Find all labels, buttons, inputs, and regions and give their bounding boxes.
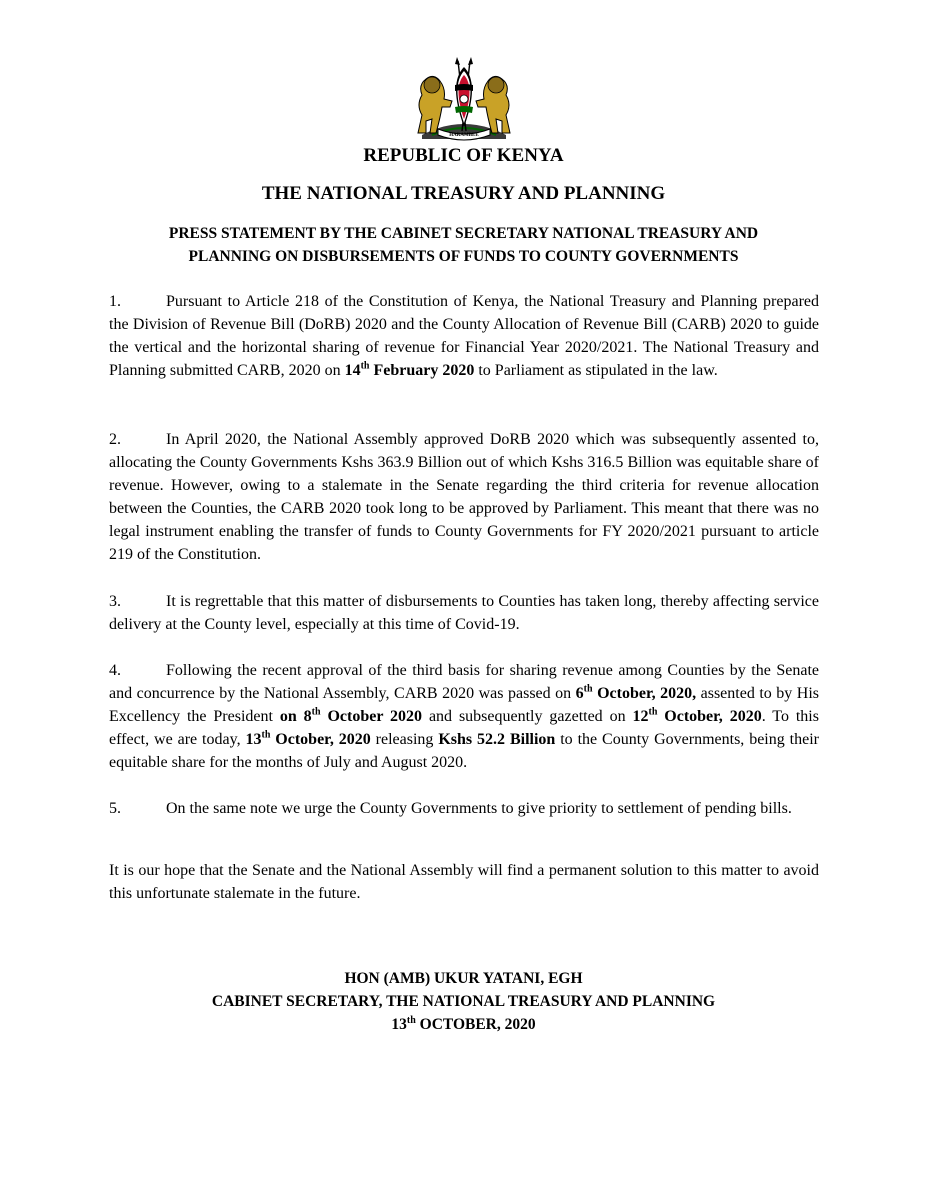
date-rest: October, 2020	[657, 708, 762, 725]
paragraph-text: to the County Governments, being their equitable share for the months of July and August 2020.	[109, 731, 819, 771]
paragraph-text: Following the recent approval of the third basis for sharing revenue among Counties by the Senate and concurrence by the National Assembly, CARB 2020 was passed on	[109, 662, 819, 702]
bold-date	[280, 708, 422, 725]
date-day: 13	[245, 731, 262, 748]
statement-title-line: PLANNING ON DISBURSEMENTS OF FUNDS TO COUNTY GOVERNMENTS	[188, 248, 739, 265]
paragraph-4	[109, 659, 819, 774]
date-day: 6	[575, 685, 584, 702]
closing-paragraph: It is our hope that the Senate and the National Assembly will find a permanent solution to this matter to avoid this unfortunate stalemate in the future.	[109, 862, 819, 902]
bold-date	[632, 708, 761, 725]
date-day: 13	[391, 1016, 407, 1033]
paragraph-text: On the same note we urge the County Governments to give priority to settlement of pending bills.	[166, 800, 792, 817]
date-day: 14	[344, 362, 361, 379]
paragraph-text: to Parliament as stipulated in the law.	[474, 362, 718, 379]
signature-date	[0, 1013, 927, 1036]
statement-title	[0, 222, 927, 268]
date-rest: October 2020	[320, 708, 423, 725]
paragraph-text: assented to by His Excellency the President	[109, 685, 820, 725]
bold-amount: Kshs 52.2 Billion	[438, 731, 556, 748]
paragraph-text: In April 2020, the National Assembly approved DoRB 2020 which was subsequently assented to, allocating the County Governments Kshs 363.9 Billion out of which Kshs 316.5 Billion was equitable share of revenue. However, owing to a stalemate in the Senate regarding the third criteria for revenue allocation between the Counties, the CARB 2020 took long to be approved by Parliament. This meant that there was no legal instrument enabling the transfer of funds to County Governments for FY 2020/2021 pursuant to article 219 of the Constitution.	[109, 431, 819, 563]
date-suffix: th	[406, 1014, 416, 1026]
date-suffix: th	[261, 729, 271, 741]
bold-date	[245, 731, 370, 748]
emblem-motto: HARAMBEE	[449, 133, 479, 138]
signatory-name: HON (AMB) UKUR YATANI, EGH	[344, 970, 583, 987]
date-rest: OCTOBER, 2020	[415, 1016, 536, 1033]
bold-date	[576, 685, 696, 702]
paragraph-number: 5.	[109, 800, 121, 817]
date-suffix: th	[648, 706, 658, 718]
bold-date	[345, 362, 475, 379]
paragraph-2	[109, 428, 819, 566]
paragraph-text: . To this effect, we are today,	[109, 708, 819, 748]
date-rest: February 2020	[369, 362, 475, 379]
statement-title-line: PRESS STATEMENT BY THE CABINET SECRETARY NATIONAL TREASURY AND	[168, 225, 759, 242]
date-suffix: th	[360, 360, 370, 372]
date-suffix: th	[311, 706, 321, 718]
paragraph-number: 3.	[109, 593, 121, 610]
paragraph-1	[109, 290, 819, 382]
paragraph-number: 1.	[109, 293, 121, 310]
ministry-heading: THE NATIONAL TREASURY AND PLANNING	[261, 183, 666, 204]
paragraph-text: releasing	[370, 731, 439, 748]
date-rest: October, 2020,	[592, 685, 697, 702]
date-suffix: th	[583, 683, 593, 695]
paragraph-number: 4.	[109, 662, 121, 679]
paragraph-text: It is regrettable that this matter of disbursements to Counties has taken long, thereby affecting service delivery at the County level, especially at this time of Covid-19.	[109, 593, 819, 633]
paragraph-number: 2.	[109, 431, 121, 448]
paragraph-text: Pursuant to Article 218 of the Constitution of Kenya, the National Treasury and Planning prepared the Division of Revenue Bill (DoRB) 2020 and the County Allocation of Revenue Bill (CARB) 2020 to guide the vertical and the horizontal sharing of revenue for Financial Year 2020/2021. The National Treasury and Planning submitted CARB, 2020 on	[109, 293, 819, 379]
date-day: on 8	[279, 708, 312, 725]
paragraph-5	[109, 797, 819, 820]
kenya-coat-of-arms-icon	[408, 55, 520, 143]
date-day: 12	[632, 708, 649, 725]
signatory-position: CABINET SECRETARY, THE NATIONAL TREASURY AND PLANNING	[211, 993, 716, 1010]
paragraph-text: and subsequently gazetted on	[422, 708, 633, 725]
date-rest: October, 2020	[270, 731, 371, 748]
republic-heading: REPUBLIC OF KENYA	[363, 145, 564, 166]
paragraph-3	[109, 590, 819, 636]
